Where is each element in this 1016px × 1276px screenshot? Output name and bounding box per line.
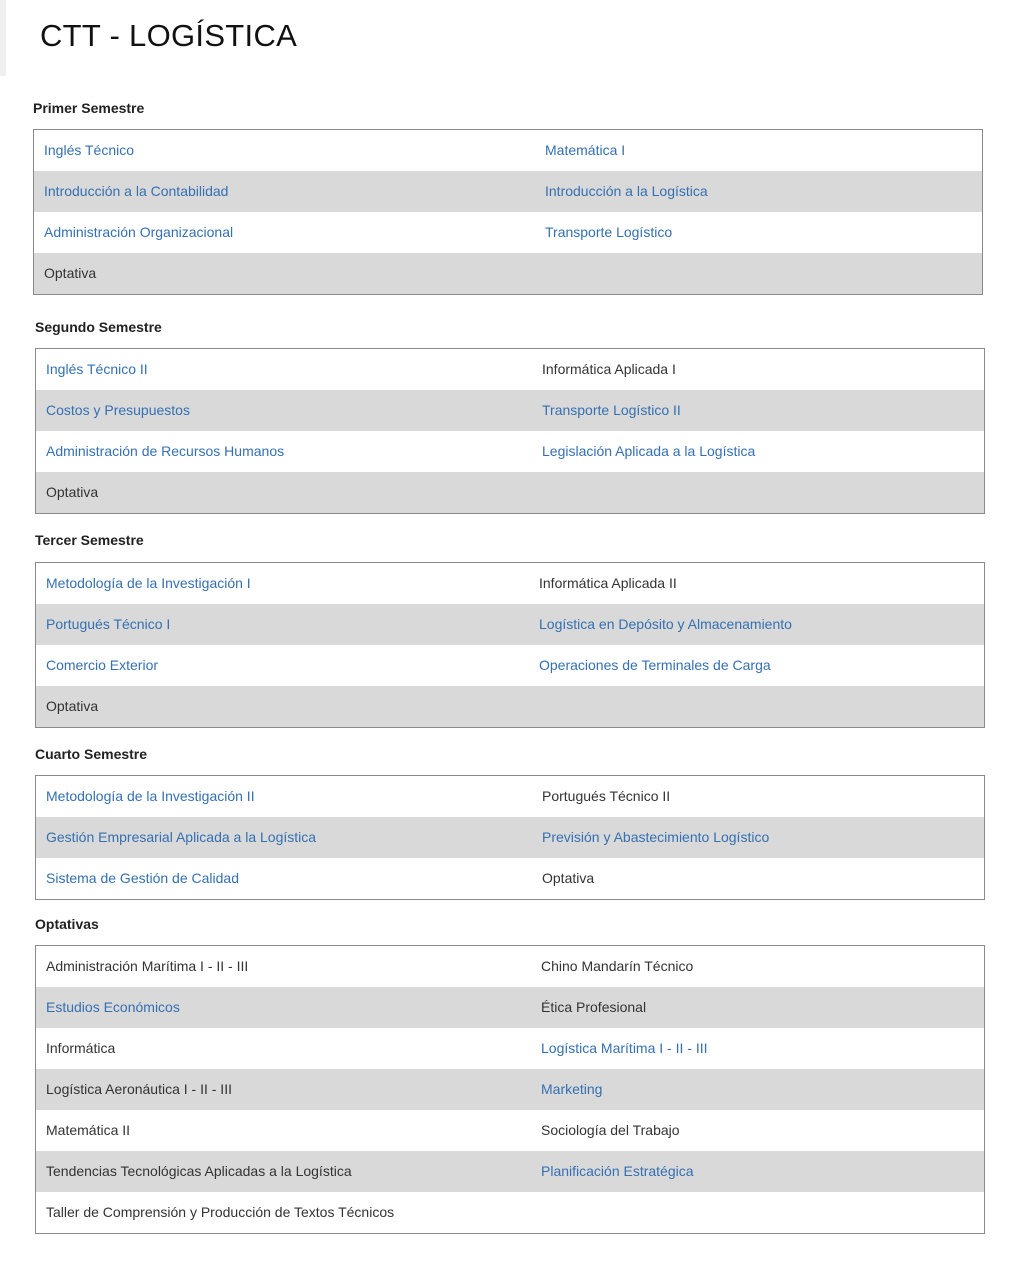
course-link[interactable]: Marketing bbox=[541, 1081, 603, 1097]
course-link[interactable]: Transporte Logístico II bbox=[542, 402, 681, 418]
table-row bbox=[36, 817, 984, 858]
course-link[interactable]: Gestión Empresarial Aplicada a la Logística bbox=[46, 829, 317, 845]
course-label: Logística Aeronáutica I - II - III bbox=[46, 1081, 232, 1097]
table-row bbox=[34, 171, 982, 212]
table-row bbox=[36, 604, 984, 645]
course-link[interactable]: Inglés Técnico II bbox=[46, 361, 148, 377]
section-tercer-semestre bbox=[35, 530, 985, 714]
table-row bbox=[36, 1110, 984, 1151]
course-link[interactable]: Transporte Logístico bbox=[545, 224, 673, 240]
course-link[interactable]: Logística en Depósito y Almacenamiento bbox=[539, 616, 792, 632]
course-label: Informática Aplicada I bbox=[542, 361, 676, 377]
section-title: Segundo Semestre bbox=[35, 319, 162, 335]
course-link[interactable]: Previsión y Abastecimiento Logístico bbox=[542, 829, 770, 845]
course-label: Ética Profesional bbox=[541, 999, 647, 1015]
course-link[interactable]: Comercio Exterior bbox=[46, 657, 159, 673]
course-link[interactable]: Planificación Estratégica bbox=[541, 1163, 694, 1179]
section-title: Cuarto Semestre bbox=[35, 746, 148, 762]
table-row bbox=[36, 1028, 984, 1069]
course-table bbox=[35, 945, 985, 1234]
course-link[interactable]: Estudios Económicos bbox=[46, 999, 180, 1015]
section-title: Primer Semestre bbox=[33, 100, 145, 116]
course-label: Optativa bbox=[46, 698, 99, 714]
course-table bbox=[35, 348, 985, 514]
table-row bbox=[34, 253, 982, 294]
table-row bbox=[36, 645, 984, 686]
course-link[interactable]: Portugués Técnico I bbox=[46, 616, 171, 632]
course-link[interactable]: Sistema de Gestión de Calidad bbox=[46, 870, 239, 886]
course-link[interactable]: Metodología de la Investigación I bbox=[46, 575, 251, 591]
course-link[interactable]: Operaciones de Terminales de Carga bbox=[539, 657, 771, 673]
course-link[interactable]: Introducción a la Contabilidad bbox=[44, 183, 229, 199]
course-link[interactable]: Administración Organizacional bbox=[44, 224, 234, 240]
table-row bbox=[36, 987, 984, 1028]
course-link[interactable]: Inglés Técnico bbox=[44, 142, 135, 158]
course-link[interactable]: Metodología de la Investigación II bbox=[46, 788, 255, 804]
section-optativas bbox=[35, 914, 985, 1220]
course-table bbox=[33, 129, 983, 295]
table-row bbox=[36, 1192, 984, 1233]
course-label: Optativa bbox=[46, 484, 99, 500]
course-label: Tendencias Tecnológicas Aplicadas a la Logística bbox=[46, 1163, 352, 1179]
table-row bbox=[36, 431, 984, 472]
course-link[interactable]: Administración de Recursos Humanos bbox=[46, 443, 285, 459]
course-label: Informática bbox=[46, 1040, 116, 1056]
course-label: Optativa bbox=[44, 265, 97, 281]
section-segundo-semestre bbox=[35, 317, 985, 500]
section-primer-semestre bbox=[33, 98, 983, 281]
section-title: Optativas bbox=[35, 916, 99, 932]
table-row bbox=[34, 130, 982, 171]
course-label: Administración Marítima I - II - III bbox=[46, 958, 249, 974]
course-label: Matemática II bbox=[46, 1122, 131, 1138]
table-row bbox=[36, 563, 984, 604]
table-row bbox=[36, 686, 984, 727]
left-accent-bar bbox=[0, 0, 6, 76]
course-label: Sociología del Trabajo bbox=[541, 1122, 680, 1138]
table-row bbox=[36, 349, 984, 390]
table-row bbox=[34, 212, 982, 253]
course-label: Portugués Técnico II bbox=[542, 788, 671, 804]
section-title: Tercer Semestre bbox=[35, 532, 144, 548]
course-link[interactable]: Matemática I bbox=[545, 142, 626, 158]
table-row bbox=[36, 1069, 984, 1110]
table-row bbox=[36, 946, 984, 987]
table-row bbox=[36, 472, 984, 513]
table-row bbox=[36, 390, 984, 431]
table-row bbox=[36, 1151, 984, 1192]
course-link[interactable]: Logística Marítima I - II - III bbox=[541, 1040, 708, 1056]
course-label: Optativa bbox=[542, 870, 595, 886]
course-label: Chino Mandarín Técnico bbox=[541, 958, 694, 974]
table-row bbox=[36, 858, 984, 899]
course-table bbox=[35, 775, 985, 900]
course-table bbox=[35, 562, 985, 728]
course-link[interactable]: Legislación Aplicada a la Logística bbox=[542, 443, 756, 459]
table-row bbox=[36, 776, 984, 817]
course-link[interactable]: Introducción a la Logística bbox=[545, 183, 708, 199]
course-label: Taller de Comprensión y Producción de Textos Técnicos bbox=[46, 1204, 395, 1220]
course-link[interactable]: Costos y Presupuestos bbox=[46, 402, 190, 418]
course-label: Informática Aplicada II bbox=[539, 575, 677, 591]
section-cuarto-semestre bbox=[35, 744, 985, 886]
page-title: CTT - LOGÍSTICA bbox=[40, 18, 298, 53]
